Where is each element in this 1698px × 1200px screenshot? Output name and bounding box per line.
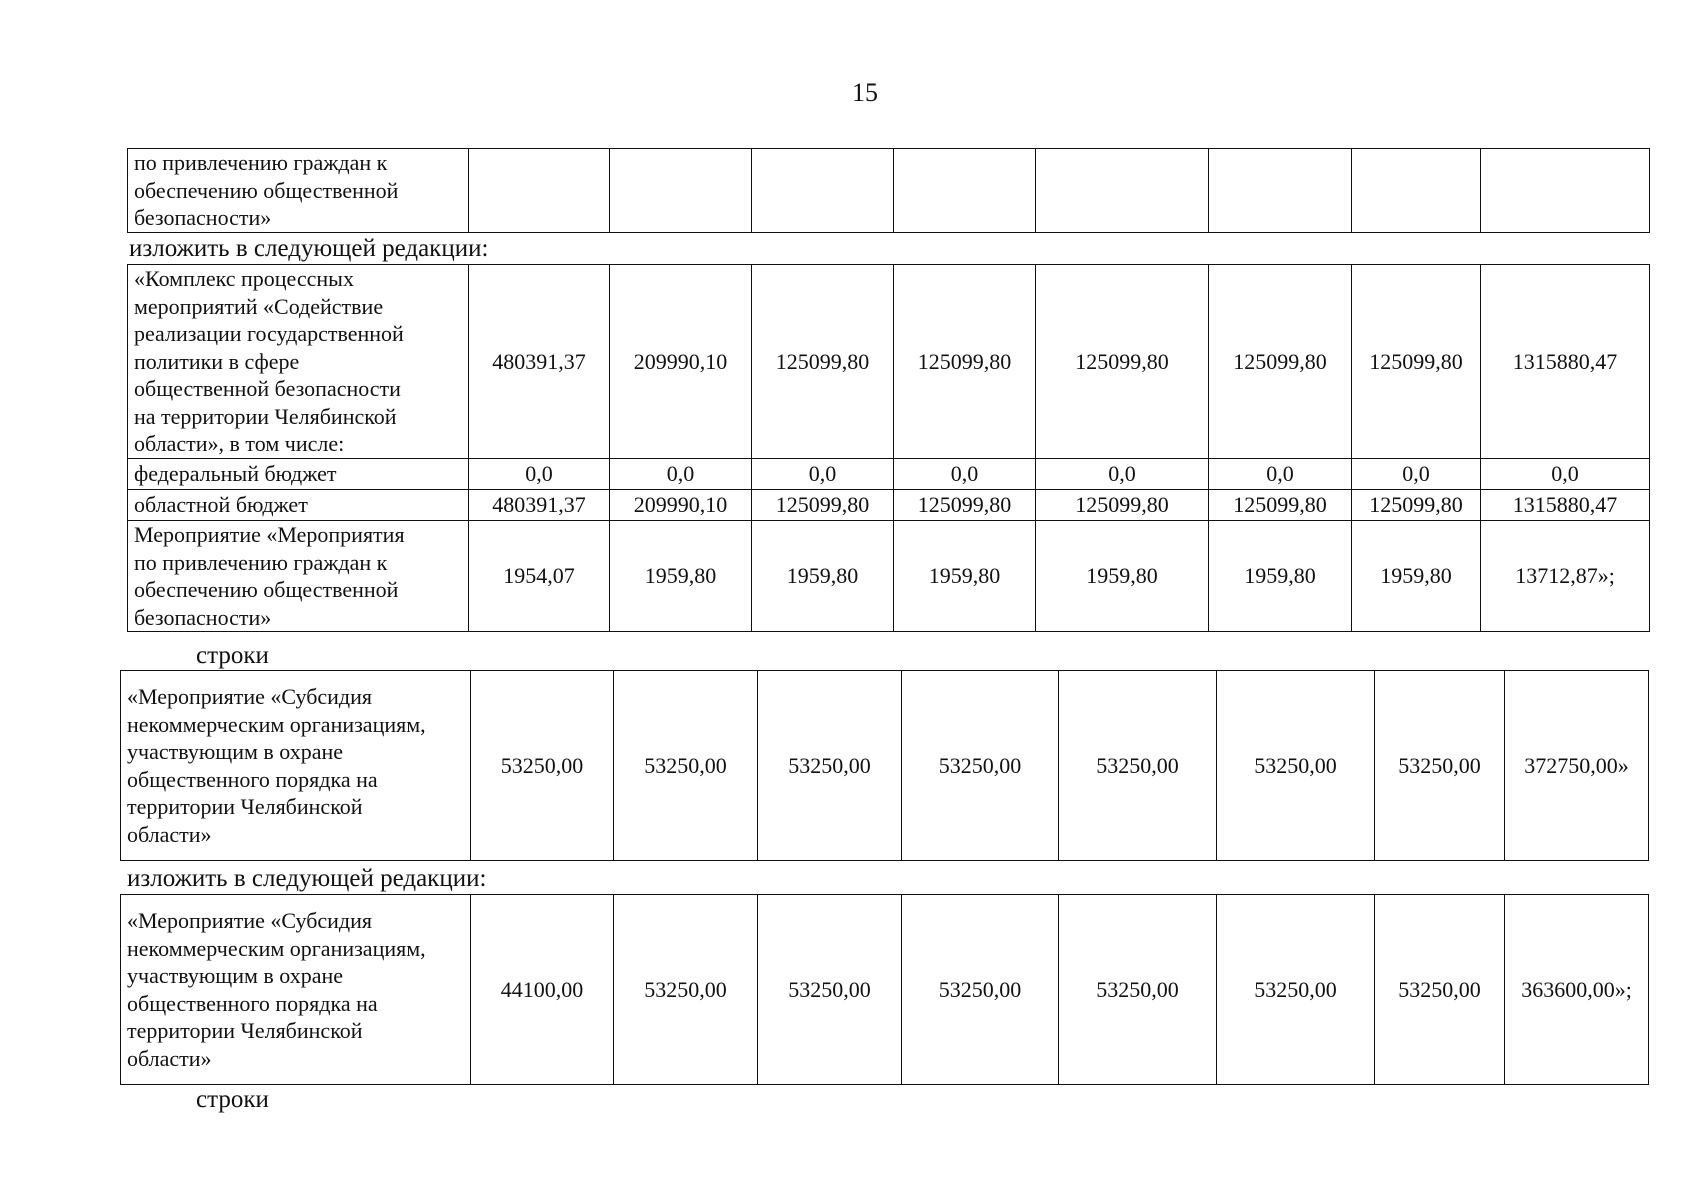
value-cell: 209990,10 [610, 490, 752, 521]
value-cell: 209990,10 [610, 265, 752, 459]
value-cell: 53250,00 [1059, 895, 1217, 1085]
empty-cell [1036, 149, 1209, 233]
row-label [128, 521, 469, 632]
label-line: общественного порядка на [127, 990, 378, 1016]
total-cell: 1315880,47 [1481, 265, 1650, 459]
value-cell: 1959,80 [894, 521, 1036, 632]
caption-new-edition-2: изложить в следующей редакции: [127, 865, 487, 892]
value-cell: 0,0 [894, 459, 1036, 490]
value-cell: 53250,00 [614, 895, 758, 1085]
table-row [128, 149, 1650, 233]
value-cell: 1959,80 [1352, 521, 1481, 632]
row-label [128, 149, 469, 233]
value-cell: 1959,80 [610, 521, 752, 632]
value-cell: 53250,00 [471, 671, 614, 861]
label-line: безопасности» [134, 604, 272, 630]
value-cell: 125099,80 [752, 490, 894, 521]
empty-cell [752, 149, 894, 233]
value-cell: 53250,00 [1059, 671, 1217, 861]
value-cell: 53250,00 [902, 671, 1059, 861]
label-line: мероприятий «Содействие [134, 293, 384, 319]
table-previous-row-fragment [127, 148, 1650, 233]
empty-cell [469, 149, 610, 233]
value-cell: 53250,00 [614, 671, 758, 861]
label-line: общественной безопасности [134, 376, 401, 401]
label-line: некоммерческим организациям, [127, 935, 426, 961]
row-label [121, 895, 471, 1085]
label-line: Мероприятие «Мероприятия [134, 522, 405, 547]
value-cell: 0,0 [1036, 459, 1209, 490]
table-row [128, 521, 1650, 632]
table-row [128, 490, 1650, 521]
table-complex-processes [127, 264, 1650, 632]
value-cell: 125099,80 [1036, 265, 1209, 459]
total-cell: 363600,00»; [1505, 895, 1649, 1085]
label-line: по привлечению граждан к [134, 549, 388, 575]
table-row [121, 895, 1649, 1085]
value-cell: 1959,80 [1209, 521, 1352, 632]
label-line: политики в сфере [134, 348, 300, 374]
label-line: общественного порядка на [127, 766, 378, 792]
table-subsidy-new [120, 894, 1649, 1085]
value-cell: 125099,80 [1352, 265, 1481, 459]
value-cell: 0,0 [1352, 459, 1481, 490]
caption-rows-2: строки [196, 1086, 269, 1113]
value-cell: 0,0 [1209, 459, 1352, 490]
value-cell: 53250,00 [1217, 895, 1375, 1085]
value-cell: 125099,80 [1209, 265, 1352, 459]
row-label [128, 265, 469, 459]
label-line: «Мероприятие «Субсидия [127, 908, 373, 933]
row-label [121, 671, 471, 861]
total-cell: 13712,87»; [1481, 521, 1650, 632]
table-subsidy-old [120, 670, 1649, 861]
label-line: территории Челябинской [127, 794, 363, 819]
value-cell: 1954,07 [469, 521, 610, 632]
row-label: федеральный бюджет [128, 459, 469, 490]
label-line: обеспечению общественной [134, 177, 399, 203]
label-line: области» [127, 821, 212, 847]
caption-rows-1: строки [196, 642, 269, 669]
value-cell: 0,0 [752, 459, 894, 490]
label-line: участвующим в охране [127, 739, 344, 764]
label-line: «Комплекс процессных [134, 266, 354, 291]
caption-new-edition-1: изложить в следующей редакции: [129, 235, 489, 262]
label-line: территории Челябинской [127, 1018, 363, 1043]
value-cell: 125099,80 [1352, 490, 1481, 521]
table-row [128, 265, 1650, 459]
value-cell: 53250,00 [1375, 671, 1505, 861]
value-cell: 125099,80 [752, 265, 894, 459]
value-cell: 44100,00 [471, 895, 614, 1085]
value-cell: 1959,80 [1036, 521, 1209, 632]
total-cell: 372750,00» [1505, 671, 1649, 861]
value-cell: 125099,80 [894, 265, 1036, 459]
value-cell: 53250,00 [1217, 671, 1375, 861]
label-line: некоммерческим организациям, [127, 711, 426, 737]
label-line: участвующим в охране [127, 963, 344, 988]
empty-cell [1209, 149, 1352, 233]
value-cell: 125099,80 [894, 490, 1036, 521]
label-line: реализации государственной [134, 321, 404, 346]
label-line: области» [127, 1045, 212, 1071]
value-cell: 480391,37 [469, 265, 610, 459]
value-cell: 480391,37 [469, 490, 610, 521]
empty-cell [1352, 149, 1481, 233]
value-cell: 0,0 [610, 459, 752, 490]
page-number: 15 [852, 78, 878, 107]
row-label: областной бюджет [128, 490, 469, 521]
value-cell: 53250,00 [758, 671, 902, 861]
table-row [128, 459, 1650, 490]
value-cell: 125099,80 [1036, 490, 1209, 521]
table-row [121, 671, 1649, 861]
label-line: обеспечению общественной [134, 577, 399, 602]
empty-cell [1481, 149, 1650, 233]
label-line: по привлечению граждан к [134, 150, 388, 175]
label-line: безопасности» [134, 205, 272, 230]
value-cell: 1959,80 [752, 521, 894, 632]
label-line: «Мероприятие «Субсидия [127, 684, 373, 709]
label-line: на территории Челябинской [134, 403, 397, 429]
total-cell: 0,0 [1481, 459, 1650, 490]
value-cell: 0,0 [469, 459, 610, 490]
total-cell: 1315880,47 [1481, 490, 1650, 521]
value-cell: 125099,80 [1209, 490, 1352, 521]
label-line: области», в том числе: [134, 431, 345, 456]
empty-cell [610, 149, 752, 233]
value-cell: 53250,00 [902, 895, 1059, 1085]
value-cell: 53250,00 [758, 895, 902, 1085]
empty-cell [894, 149, 1036, 233]
value-cell: 53250,00 [1375, 895, 1505, 1085]
